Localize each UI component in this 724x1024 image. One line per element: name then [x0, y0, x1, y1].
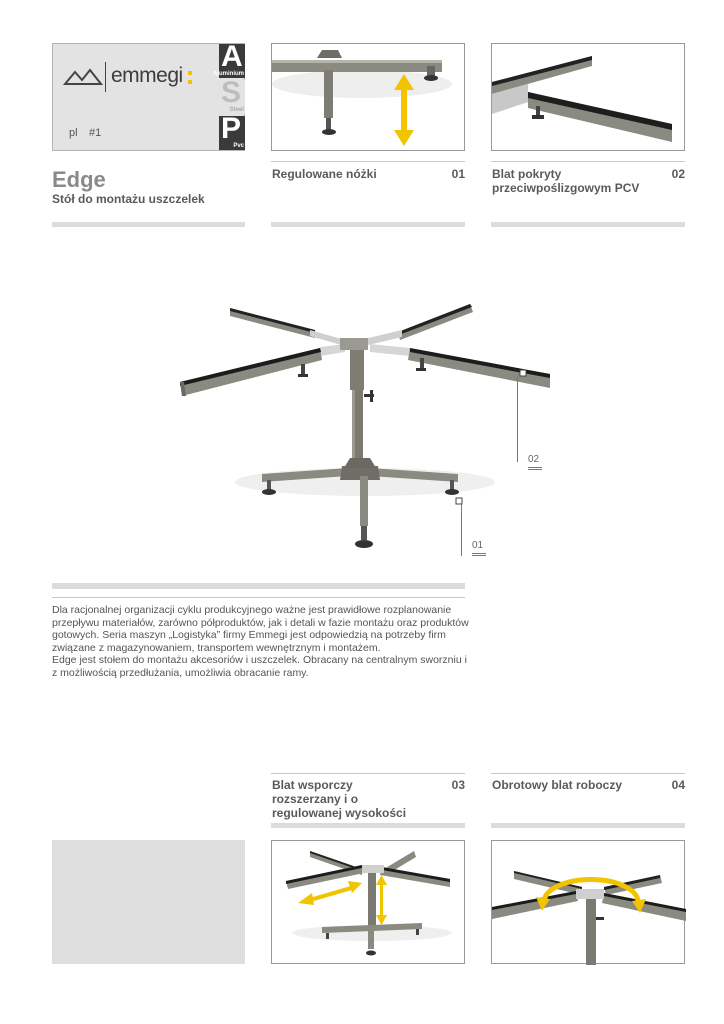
emmegi-logo-icon: [63, 66, 103, 88]
vertical-arrow-icon: [376, 875, 387, 925]
callout-01-label: 01: [472, 540, 484, 551]
callout-01-underline: [472, 553, 486, 556]
grey-bar-desc: [52, 583, 465, 589]
grey-bar-4: [271, 823, 465, 828]
feature-03-number: 03: [451, 778, 465, 792]
edge-table-main-illustration: [170, 290, 570, 560]
brand-box: [52, 40, 245, 151]
description-text: [52, 604, 472, 680]
feature-04-number: 04: [671, 778, 685, 792]
pvc-top-illustration: [492, 44, 686, 152]
brand-name: emmegi: [111, 64, 183, 87]
detail-image-extendable: [271, 840, 465, 964]
callout-02-label: 02: [528, 454, 540, 465]
feature-02-title: Blat pokryty przeciwpoślizgowym PCV: [492, 167, 640, 195]
extendable-top-illustration: [272, 841, 466, 965]
feature-04-title: Obrotowy blat roboczy: [492, 778, 623, 792]
divider-feature-03: [271, 773, 465, 774]
divider-feature-02: [491, 161, 685, 162]
detail-image-rotating: [491, 840, 685, 964]
feature-03-title: Blat wsporczy rozszerzany i o regulowanej wysokości: [272, 778, 407, 820]
rotating-top-illustration: [492, 841, 686, 965]
description-paragraph-1: Dla racjonalnej organizacji cyklu produkcyjnego ważne jest prawidłowe rozplanowanie przepływu materiałów, zarówno półproduktów, jak i detali w fazie montażu oraz produktów gotowych. Seria maszyn „Logistyka” firmy Emmegi jest odpowiedzią na potrzeby firm związane z magazynowaniem, transportem wewnętrznym i montażem.: [52, 604, 469, 654]
callout-01-leader: [461, 504, 462, 556]
asp-steel: S Steel: [221, 76, 244, 113]
placeholder-grey-box: [52, 840, 245, 964]
brand-dots: [188, 71, 192, 84]
callout-02-underline: [528, 467, 542, 470]
language-label: pl: [69, 127, 78, 139]
logo-divider: [105, 62, 106, 92]
divider-feature-01: [271, 161, 465, 162]
page-label: #1: [89, 127, 102, 139]
product-title: Edge: [52, 167, 106, 192]
callout-02-leader: [517, 377, 518, 462]
grey-bar-1: [52, 222, 245, 227]
product-subtitle: Stół do montażu uszczelek: [52, 192, 205, 206]
feature-01-number: 01: [451, 167, 465, 181]
asp-column: [213, 40, 245, 150]
adjustable-legs-illustration: [272, 44, 466, 152]
grey-bar-2: [271, 222, 465, 227]
feature-02-number: 02: [671, 167, 685, 181]
divider-feature-04: [491, 773, 685, 774]
detail-image-legs: [271, 43, 465, 151]
grey-bar-3: [491, 222, 685, 227]
description-paragraph-2: Edge jest stołem do montażu akcesoriów i uszczelek. Obracany na centralnym sworzniu i z możliwością przedłużania, umożliwia obracanie ramy.: [52, 654, 467, 679]
detail-image-pvc: [491, 43, 685, 151]
asp-pvc: P Pvc: [221, 112, 244, 149]
grey-bar-5: [491, 823, 685, 828]
asp-aluminium: A Aluminium: [213, 40, 244, 77]
divider-desc: [52, 597, 465, 598]
feature-01-title: Regulowane nóżki: [272, 167, 377, 181]
